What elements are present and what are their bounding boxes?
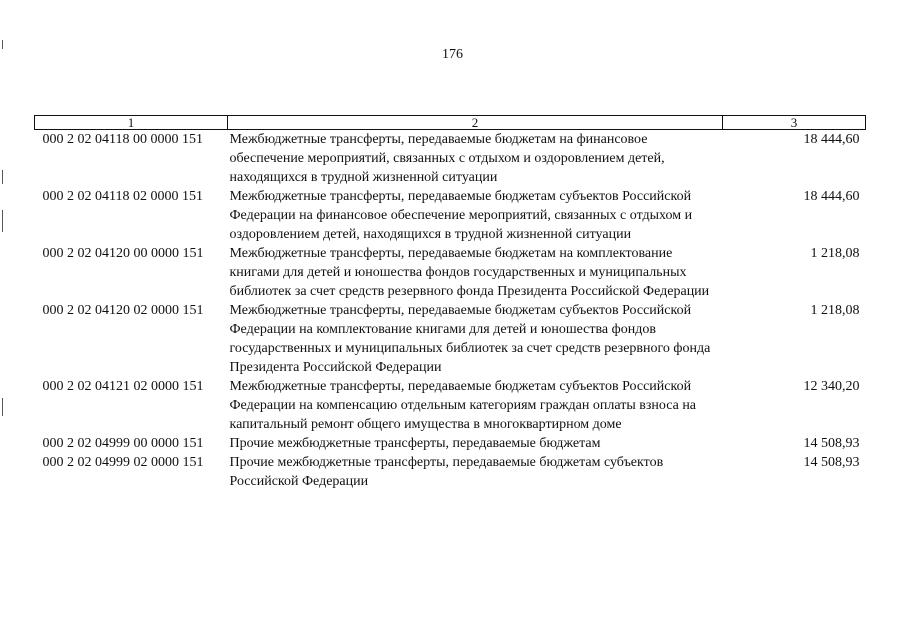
row-description: Прочие межбюджетные трансферты, передаваемые бюджетам субъектов Российской Федерации [229,455,664,489]
table-row [35,301,866,377]
table-row [35,434,866,453]
budget-code: 000 2 02 04999 02 0000 151 [42,455,204,470]
budget-table [34,115,866,491]
row-amount: 18 444,60 [803,189,860,204]
row-description: Межбюджетные трансферты, передаваемые бюджетам на финансовое обеспечение мероприятий, связанных с отдыхом и оздоровлением детей, находящихся в трудной жизненной ситуации [229,132,665,185]
page-number: 176 [442,47,463,62]
table-header-row [35,116,866,130]
column-header-description: 2 [228,116,723,130]
row-amount: 14 508,93 [803,436,860,451]
row-amount: 12 340,20 [803,379,860,394]
budget-code: 000 2 02 04121 02 0000 151 [42,379,204,394]
row-amount: 1 218,08 [810,303,860,318]
budget-code: 000 2 02 04118 00 0000 151 [42,132,203,147]
row-description: Межбюджетные трансферты, передаваемые бюджетам субъектов Российской Федерации на комплектование книгами для детей и юношества фондов государственных и муниципальных библиотек за счет средств резервного фонда Президента Российской Федерации [229,303,711,375]
table-row [35,453,866,491]
row-amount: 1 218,08 [810,246,860,261]
budget-code: 000 2 02 04120 02 0000 151 [42,303,204,318]
scan-edge-mark [2,210,3,232]
scan-edge-mark [2,398,3,416]
column-header-amount: 3 [723,116,866,130]
table-row [35,187,866,244]
budget-code: 000 2 02 04120 00 0000 151 [42,246,204,261]
scan-edge-mark [2,170,3,184]
row-amount: 18 444,60 [803,132,860,147]
table-row [35,377,866,434]
row-description: Прочие межбюджетные трансферты, передаваемые бюджетам [229,436,601,451]
column-header-code: 1 [35,116,228,130]
row-description: Межбюджетные трансферты, передаваемые бюджетам субъектов Российской Федерации на компенсацию отдельным категориям граждан оплаты взноса на капитальный ремонт общего имущества в многоквартирном доме [229,379,697,432]
row-description: Межбюджетные трансферты, передаваемые бюджетам на комплектование книгами для детей и юношества фондов государственных и муниципальных библиотек за счет средств резервного фонда Президента Российской Федерации [229,246,710,299]
table-row [35,244,866,301]
budget-code: 000 2 02 04118 02 0000 151 [42,189,203,204]
table-row [35,130,866,188]
row-description: Межбюджетные трансферты, передаваемые бюджетам субъектов Российской Федерации на финансовое обеспечение мероприятий, связанных с отдыхом и оздоровлением детей, находящихся в трудной жизненной ситуации [229,189,693,242]
row-amount: 14 508,93 [803,455,860,470]
budget-code: 000 2 02 04999 00 0000 151 [42,436,204,451]
